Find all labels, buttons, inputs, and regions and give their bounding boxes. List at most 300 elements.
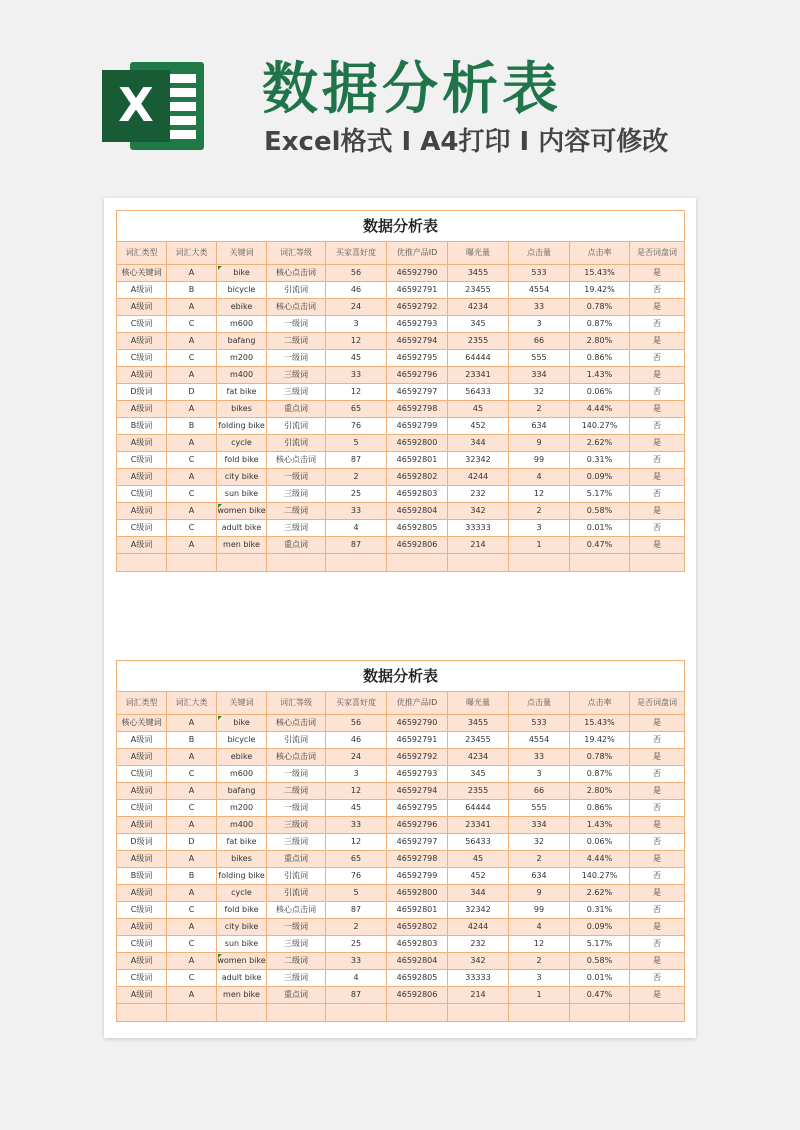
table-cell: 三级词 xyxy=(267,384,326,401)
table-cell: 46592793 xyxy=(387,316,448,333)
table-row xyxy=(117,282,685,299)
column-header: 优推产品ID xyxy=(387,242,448,265)
table-cell: 4.44% xyxy=(570,851,630,868)
table-cell: 核心点击词 xyxy=(267,452,326,469)
table-cell: 是 xyxy=(630,919,685,936)
table-cell: 12 xyxy=(326,834,387,851)
column-header: 点击率 xyxy=(570,692,630,715)
table-cell: 重点词 xyxy=(267,401,326,418)
table-cell: A级词 xyxy=(117,503,167,520)
table-cell: bike xyxy=(217,715,267,732)
table-cell: 32342 xyxy=(448,902,509,919)
table-cell: 0.86% xyxy=(570,350,630,367)
table-cell: 引流词 xyxy=(267,418,326,435)
table-cell: A xyxy=(167,265,217,282)
table-cell: 452 xyxy=(448,868,509,885)
table-cell: 是 xyxy=(630,749,685,766)
table-cell: 0.78% xyxy=(570,749,630,766)
table-cell: 2 xyxy=(509,503,570,520)
table-cell: 4.44% xyxy=(570,401,630,418)
table-cell: A xyxy=(167,851,217,868)
table-cell: B级词 xyxy=(117,868,167,885)
table-cell: 46 xyxy=(326,732,387,749)
excel-logo xyxy=(102,58,208,154)
table-cell: B级词 xyxy=(117,418,167,435)
table-cell: 2 xyxy=(326,919,387,936)
table-cell: 否 xyxy=(630,732,685,749)
table-cell: 否 xyxy=(630,452,685,469)
table-cell: 46592801 xyxy=(387,902,448,919)
table-cell: m400 xyxy=(217,367,267,384)
table-row xyxy=(117,834,685,851)
table-cell: 4244 xyxy=(448,919,509,936)
table-cell: 214 xyxy=(448,537,509,554)
table-cell: bafang xyxy=(217,333,267,350)
table-cell: C xyxy=(167,766,217,783)
table-cell: 0.87% xyxy=(570,766,630,783)
table-cell: 1 xyxy=(509,987,570,1004)
table-cell: 是 xyxy=(630,987,685,1004)
column-header: 关键词 xyxy=(217,242,267,265)
table-cell: 32342 xyxy=(448,452,509,469)
table-cell: 33333 xyxy=(448,970,509,987)
table-cell: C xyxy=(167,350,217,367)
table-cell: A xyxy=(167,299,217,316)
table-cell: 342 xyxy=(448,953,509,970)
table-row xyxy=(117,868,685,885)
table-cell: C xyxy=(167,902,217,919)
table-cell: B xyxy=(167,418,217,435)
table-cell: 一级词 xyxy=(267,766,326,783)
table-cell: 4554 xyxy=(509,732,570,749)
table-row xyxy=(117,800,685,817)
table-cell: 19.42% xyxy=(570,732,630,749)
table-cell: 46592797 xyxy=(387,834,448,851)
table-row xyxy=(117,766,685,783)
table-cell: 46592793 xyxy=(387,766,448,783)
table-cell: C级词 xyxy=(117,766,167,783)
table-cell: 46592799 xyxy=(387,418,448,435)
table-cell: 1.43% xyxy=(570,367,630,384)
table-cell: 核心点击词 xyxy=(267,265,326,282)
table-cell: 是 xyxy=(630,817,685,834)
table-cell: 25 xyxy=(326,486,387,503)
table-cell: 45 xyxy=(326,350,387,367)
table-cell: C xyxy=(167,486,217,503)
table-cell: m200 xyxy=(217,800,267,817)
table-cell: A级词 xyxy=(117,435,167,452)
table-cell: 2355 xyxy=(448,783,509,800)
table-cell: 99 xyxy=(509,902,570,919)
table-cell: D级词 xyxy=(117,384,167,401)
table-cell: 46592803 xyxy=(387,936,448,953)
table-row xyxy=(117,851,685,868)
table-cell: 33333 xyxy=(448,520,509,537)
table-cell: 46592800 xyxy=(387,885,448,902)
table-row xyxy=(117,469,685,486)
table-cell: A xyxy=(167,401,217,418)
table-cell: A xyxy=(167,333,217,350)
table-cell: 87 xyxy=(326,537,387,554)
table-cell: A xyxy=(167,537,217,554)
table-cell: 3 xyxy=(326,316,387,333)
table-cell: 46592791 xyxy=(387,282,448,299)
table-cell: ebike xyxy=(217,749,267,766)
table-cell: 64444 xyxy=(448,800,509,817)
table-cell: A级词 xyxy=(117,919,167,936)
table-cell: 45 xyxy=(448,401,509,418)
table-cell: 是 xyxy=(630,715,685,732)
table-cell: 2 xyxy=(509,851,570,868)
table-cell: 46592804 xyxy=(387,503,448,520)
table-row xyxy=(117,333,685,350)
column-header: 是否词盘词 xyxy=(630,692,685,715)
table-cell: 二级词 xyxy=(267,503,326,520)
sheet-preview xyxy=(104,198,696,1038)
table-cell: 三级词 xyxy=(267,834,326,851)
table-cell: 33 xyxy=(509,749,570,766)
table-cell: bikes xyxy=(217,401,267,418)
column-header: 词汇等级 xyxy=(267,242,326,265)
table-cell: A xyxy=(167,367,217,384)
table-cell: A级词 xyxy=(117,987,167,1004)
table-row xyxy=(117,265,685,282)
table-row xyxy=(117,537,685,554)
table-cell: 12 xyxy=(326,384,387,401)
table-cell: 三级词 xyxy=(267,367,326,384)
table-cell: 引流词 xyxy=(267,732,326,749)
table-cell: fold bike xyxy=(217,452,267,469)
table-cell: 46592806 xyxy=(387,987,448,1004)
table-cell: 533 xyxy=(509,715,570,732)
column-header: 点击量 xyxy=(509,242,570,265)
table-cell: 5 xyxy=(326,435,387,452)
table-cell: 否 xyxy=(630,316,685,333)
table-cell: 一级词 xyxy=(267,469,326,486)
table-cell: 23455 xyxy=(448,282,509,299)
table-row xyxy=(117,299,685,316)
table-cell: 46592797 xyxy=(387,384,448,401)
table-cell: A xyxy=(167,749,217,766)
table-cell: 15.43% xyxy=(570,265,630,282)
table-cell: 是 xyxy=(630,537,685,554)
table-cell: C级词 xyxy=(117,936,167,953)
table-cell: 0.09% xyxy=(570,919,630,936)
table-cell: 2 xyxy=(509,953,570,970)
excel-logo-letter: X xyxy=(118,78,154,132)
table-cell: 是 xyxy=(630,783,685,800)
table-cell: C级词 xyxy=(117,970,167,987)
table-cell: 是 xyxy=(630,469,685,486)
table-cell: 32 xyxy=(509,834,570,851)
table-cell: 56 xyxy=(326,265,387,282)
table-cell: 否 xyxy=(630,486,685,503)
table-cell: C xyxy=(167,452,217,469)
table-cell: 46592795 xyxy=(387,350,448,367)
table-cell: 一级词 xyxy=(267,350,326,367)
table-cell: 5.17% xyxy=(570,486,630,503)
table-row xyxy=(117,953,685,970)
table-cell: 33 xyxy=(326,953,387,970)
table-cell: C xyxy=(167,800,217,817)
table-row xyxy=(117,732,685,749)
table-cell: 5.17% xyxy=(570,936,630,953)
table-cell: 是 xyxy=(630,401,685,418)
table-cell: 0.47% xyxy=(570,987,630,1004)
table-cell: 一级词 xyxy=(267,919,326,936)
table-cell: 2.62% xyxy=(570,885,630,902)
table-cell: 重点词 xyxy=(267,851,326,868)
table-cell: 0.86% xyxy=(570,800,630,817)
table-cell: 4554 xyxy=(509,282,570,299)
table-cell: C级词 xyxy=(117,452,167,469)
table-cell: 1.43% xyxy=(570,817,630,834)
table-cell: m600 xyxy=(217,316,267,333)
table-cell: 46592791 xyxy=(387,732,448,749)
table-cell: 是 xyxy=(630,367,685,384)
table-cell: 2 xyxy=(326,469,387,486)
table-cell: 334 xyxy=(509,817,570,834)
table-cell: A xyxy=(167,469,217,486)
table-cell: 46592803 xyxy=(387,486,448,503)
table-cell: D xyxy=(167,384,217,401)
table-cell: 2 xyxy=(509,401,570,418)
table-cell: A级词 xyxy=(117,469,167,486)
table-cell: 24 xyxy=(326,749,387,766)
table-cell: A级词 xyxy=(117,783,167,800)
table-cell: C级词 xyxy=(117,800,167,817)
table-cell: 12 xyxy=(509,936,570,953)
table-cell: 46592794 xyxy=(387,783,448,800)
table-cell: bafang xyxy=(217,783,267,800)
table-cell: 0.01% xyxy=(570,520,630,537)
table-cell: 否 xyxy=(630,834,685,851)
table-cell: A级词 xyxy=(117,299,167,316)
table-cell: 是 xyxy=(630,885,685,902)
table-cell: 2.80% xyxy=(570,333,630,350)
table-cell: A级词 xyxy=(117,401,167,418)
table-cell: 重点词 xyxy=(267,537,326,554)
table-cell: 否 xyxy=(630,868,685,885)
table-cell: 0.87% xyxy=(570,316,630,333)
table-cell: 66 xyxy=(509,783,570,800)
table-cell: 555 xyxy=(509,350,570,367)
table-cell: 46592798 xyxy=(387,851,448,868)
table-cell: 3 xyxy=(509,970,570,987)
table-cell: A级词 xyxy=(117,282,167,299)
table-cell: 23455 xyxy=(448,732,509,749)
table-cell: A级词 xyxy=(117,537,167,554)
table-cell: 76 xyxy=(326,868,387,885)
table-cell: A级词 xyxy=(117,333,167,350)
header-row xyxy=(117,692,685,715)
table-cell: 0.01% xyxy=(570,970,630,987)
table-cell: women bike xyxy=(217,503,267,520)
table-cell: 12 xyxy=(509,486,570,503)
table-cell: 56433 xyxy=(448,834,509,851)
table-row xyxy=(117,749,685,766)
table-cell: 4234 xyxy=(448,299,509,316)
table-cell: 否 xyxy=(630,520,685,537)
table-cell: 否 xyxy=(630,282,685,299)
table-cell: 核心点击词 xyxy=(267,749,326,766)
table-title: 数据分析表 xyxy=(117,661,685,692)
table-cell: 46592796 xyxy=(387,817,448,834)
table-cell: 345 xyxy=(448,766,509,783)
table-cell: 45 xyxy=(326,800,387,817)
table-cell: 5 xyxy=(326,885,387,902)
table-cell: 核心点击词 xyxy=(267,299,326,316)
table-cell: A级词 xyxy=(117,367,167,384)
table-cell: fat bike xyxy=(217,834,267,851)
table-row xyxy=(117,503,685,520)
table-cell: city bike xyxy=(217,919,267,936)
table-cell: C xyxy=(167,936,217,953)
table-cell: B xyxy=(167,868,217,885)
column-header: 词汇大类 xyxy=(167,242,217,265)
table-cell: 三级词 xyxy=(267,486,326,503)
column-header: 词汇类型 xyxy=(117,692,167,715)
table-cell: D级词 xyxy=(117,834,167,851)
table-cell: A xyxy=(167,987,217,1004)
table-cell: 核心关键词 xyxy=(117,265,167,282)
column-header: 买家喜好度 xyxy=(326,692,387,715)
column-header: 点击率 xyxy=(570,242,630,265)
table-cell: 452 xyxy=(448,418,509,435)
table-cell: women bike xyxy=(217,953,267,970)
table-cell: 2.62% xyxy=(570,435,630,452)
table-cell: A级词 xyxy=(117,732,167,749)
blank-row xyxy=(117,554,685,572)
table-cell: 是 xyxy=(630,503,685,520)
table-cell: 23341 xyxy=(448,367,509,384)
table-cell: 0.31% xyxy=(570,902,630,919)
table-cell: B xyxy=(167,732,217,749)
table-cell: A xyxy=(167,953,217,970)
table-cell: 引流词 xyxy=(267,868,326,885)
table-cell: sun bike xyxy=(217,936,267,953)
table-cell: 4244 xyxy=(448,469,509,486)
table-cell: 3455 xyxy=(448,265,509,282)
table-cell: 32 xyxy=(509,384,570,401)
table-cell: 0.78% xyxy=(570,299,630,316)
table-cell: 46592794 xyxy=(387,333,448,350)
table-cell: 45 xyxy=(448,851,509,868)
table-row xyxy=(117,452,685,469)
table-cell: 140.27% xyxy=(570,868,630,885)
column-header: 曝光量 xyxy=(448,242,509,265)
table-cell: 否 xyxy=(630,970,685,987)
table-cell: 12 xyxy=(326,783,387,800)
table-cell: 46592798 xyxy=(387,401,448,418)
table-row xyxy=(117,384,685,401)
table-cell: 0.06% xyxy=(570,834,630,851)
table-cell: 99 xyxy=(509,452,570,469)
table-cell: A xyxy=(167,885,217,902)
table-cell: 核心关键词 xyxy=(117,715,167,732)
table-cell: 2355 xyxy=(448,333,509,350)
table-cell: bike xyxy=(217,265,267,282)
table-cell: 46592805 xyxy=(387,520,448,537)
table-row xyxy=(117,885,685,902)
table-cell: 是 xyxy=(630,953,685,970)
table-cell: folding bike xyxy=(217,868,267,885)
table-cell: A级词 xyxy=(117,953,167,970)
table-cell: C级词 xyxy=(117,486,167,503)
table-cell: A xyxy=(167,503,217,520)
table-row xyxy=(117,987,685,1004)
table-cell: cycle xyxy=(217,885,267,902)
table-row xyxy=(117,520,685,537)
table-cell: 634 xyxy=(509,418,570,435)
table-cell: fat bike xyxy=(217,384,267,401)
table-cell: 0.09% xyxy=(570,469,630,486)
table-cell: 4 xyxy=(509,919,570,936)
column-header: 优推产品ID xyxy=(387,692,448,715)
table-row xyxy=(117,350,685,367)
table-cell: A xyxy=(167,817,217,834)
table-cell: 二级词 xyxy=(267,783,326,800)
table-row xyxy=(117,316,685,333)
table-row xyxy=(117,715,685,732)
table-cell: 232 xyxy=(448,936,509,953)
table-row xyxy=(117,783,685,800)
column-header: 买家喜好度 xyxy=(326,242,387,265)
table-cell: 46592806 xyxy=(387,537,448,554)
table-cell: m200 xyxy=(217,350,267,367)
table-cell: 46592804 xyxy=(387,953,448,970)
table-cell: sun bike xyxy=(217,486,267,503)
table-cell: 33 xyxy=(509,299,570,316)
table-cell: bicycle xyxy=(217,282,267,299)
table-cell: 33 xyxy=(326,503,387,520)
table-cell: C xyxy=(167,316,217,333)
table-title: 数据分析表 xyxy=(117,211,685,242)
table-row xyxy=(117,936,685,953)
column-header: 词汇类型 xyxy=(117,242,167,265)
table-row xyxy=(117,970,685,987)
table-cell: 3 xyxy=(509,766,570,783)
data-table xyxy=(116,660,685,1022)
table-cell: C xyxy=(167,970,217,987)
table-cell: 三级词 xyxy=(267,970,326,987)
column-header: 点击量 xyxy=(509,692,570,715)
table-cell: 引流词 xyxy=(267,282,326,299)
table-cell: cycle xyxy=(217,435,267,452)
column-header: 词汇大类 xyxy=(167,692,217,715)
table-cell: 46 xyxy=(326,282,387,299)
table-cell: 46592790 xyxy=(387,265,448,282)
table-cell: 56 xyxy=(326,715,387,732)
table-cell: 核心点击词 xyxy=(267,715,326,732)
table-cell: A xyxy=(167,435,217,452)
table-cell: 342 xyxy=(448,503,509,520)
table-cell: 533 xyxy=(509,265,570,282)
table-cell: 一级词 xyxy=(267,800,326,817)
table-cell: adult bike xyxy=(217,970,267,987)
table-cell: m400 xyxy=(217,817,267,834)
table-cell: 87 xyxy=(326,902,387,919)
table-cell: 是 xyxy=(630,265,685,282)
table-row xyxy=(117,919,685,936)
table-cell: 1 xyxy=(509,537,570,554)
table-cell: 是 xyxy=(630,435,685,452)
table-cell: men bike xyxy=(217,537,267,554)
table-cell: 3 xyxy=(326,766,387,783)
table-cell: C xyxy=(167,520,217,537)
table-cell: 0.58% xyxy=(570,953,630,970)
table-cell: men bike xyxy=(217,987,267,1004)
